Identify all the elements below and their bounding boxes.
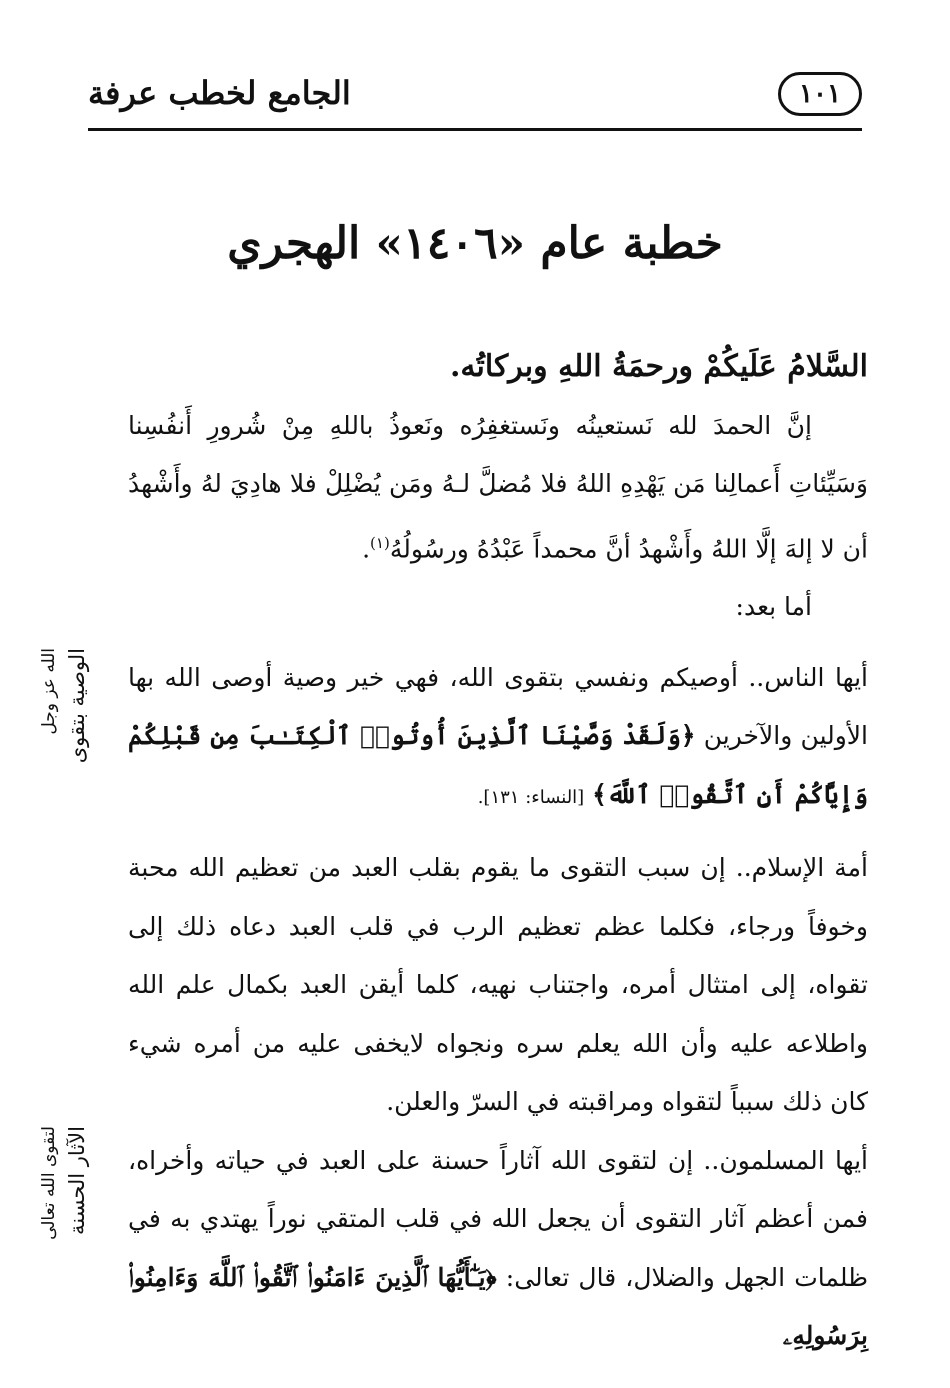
book-title: الجامع لخطب عرفة xyxy=(88,74,351,112)
amma-bad: أما بعد: xyxy=(735,592,812,622)
footnote-marker: (١) xyxy=(370,533,390,552)
verse-reference: [النساء: ١٣١]. xyxy=(477,786,585,808)
sermon-title: خطبة عام «١٤٠٦» الهجري xyxy=(227,218,723,269)
paragraph-taqwa-advice xyxy=(128,649,868,828)
paragraph-effects-of-taqwa xyxy=(128,1132,868,1366)
margin-note-main: الوصية بتقوى xyxy=(65,648,89,764)
opening-paragraph: إنَّ الحمدَ لله نَستعينُه ونَستغفِرُه ونَعوذُ باللهِ مِنْ شُرورِ أَنفُسِنا وَسَيِّئاتِ أَعمالِنا مَن يَهْدِهِ اللهُ فلا مُضلَّ لـهُ ومَن يُضْلِلْ فلا هادِيَ لهُ وأَشْهدُ أن لا إلهَ إلَّا اللهُ وأَشْهدُ أنَّ محمداً عَبْدُهُ ورسُولُهُ$^{(١)}$. xyxy=(128,410,868,563)
opening-text: إنَّ الحمدَ لله نَستعينُه ونَستغفِرُه ونَعوذُ باللهِ مِنْ شُرورِ أَنفُسِنا وَسَيِّئاتِ أَعمالِنا مَن يَهْدِهِ اللهُ فلا مُضلَّ لـهُ ومَن يُضْلِلْ فلا هادِيَ لهُ وأَشْهدُ أن لا إلهَ إلَّا اللهُ وأَشْهدُ أنَّ محمداً عَبْدُهُ ورسُولُهُ xyxy=(128,410,868,563)
sermon-body xyxy=(128,338,868,1366)
margin-note-sub: لتقوى الله تعالى xyxy=(39,1126,59,1240)
page-header xyxy=(88,66,862,131)
paragraph-text: أيها الناس.. أوصيكم ونفسي بتقوى الله، فهي خير وصية أوصى الله بها الأولين والآخرين xyxy=(128,662,869,751)
greeting: السَّلامُ عَلَيكُمْ ورحمَةُ اللهِ وبركاتُه. xyxy=(449,349,868,384)
paragraph-text: أيها المسلمون.. إن لتقوى الله آثاراً حسنة على العبد في حياته وأخراه، فمن أعظم آثار التقوى أن يجعل الله في قلب المتقي نوراً يهتدي به في ظلمات الجهل والضلال، قال تعالى: xyxy=(128,1145,868,1292)
quran-verse: ﴿يَـٰٓأَيُّهَا ٱلَّذِينَ ءَامَنُوا۟ ٱتَّقُوا۟ ٱللَّهَ وَءَامِنُوا۟ بِرَسُولِهِۦ xyxy=(128,1262,868,1351)
quran-verse: ﴿وَلَقَدْ وَصَّيْنَا ٱلَّذِينَ أُوتُوا۟ ٱلْكِتَـٰبَ مِن قَبْلِكُمْ وَإِيَّاكُمْ أَنِ ٱتَّقُوا۟ ٱللَّهَ﴾ xyxy=(128,721,868,809)
page-number: ١٠١ xyxy=(778,72,862,116)
paragraph-cause-of-taqwa: أمة الإسلام.. إن سبب التقوى ما يقوم بقلب العبد من تعظيم الله محبة وخوفاً ورجاء، فكلما عظم تعظيم الرب في قلب العبد دعاه ذلك إلى تقواه، إلى امتثال أمره، واجتناب نهيه، كلما أيقن العبد بكمال علم الله واطلاعه عليه وأن الله يعلم سره ونجواه لايخفى عليه من أمره شيء كان ذلك سبباً لتقواه ومراقبته في السرّ والعلن. xyxy=(128,853,868,1117)
margin-note-sub: الله عز وجل xyxy=(39,648,59,735)
margin-note-main: الآثار الحسنة xyxy=(65,1126,89,1235)
